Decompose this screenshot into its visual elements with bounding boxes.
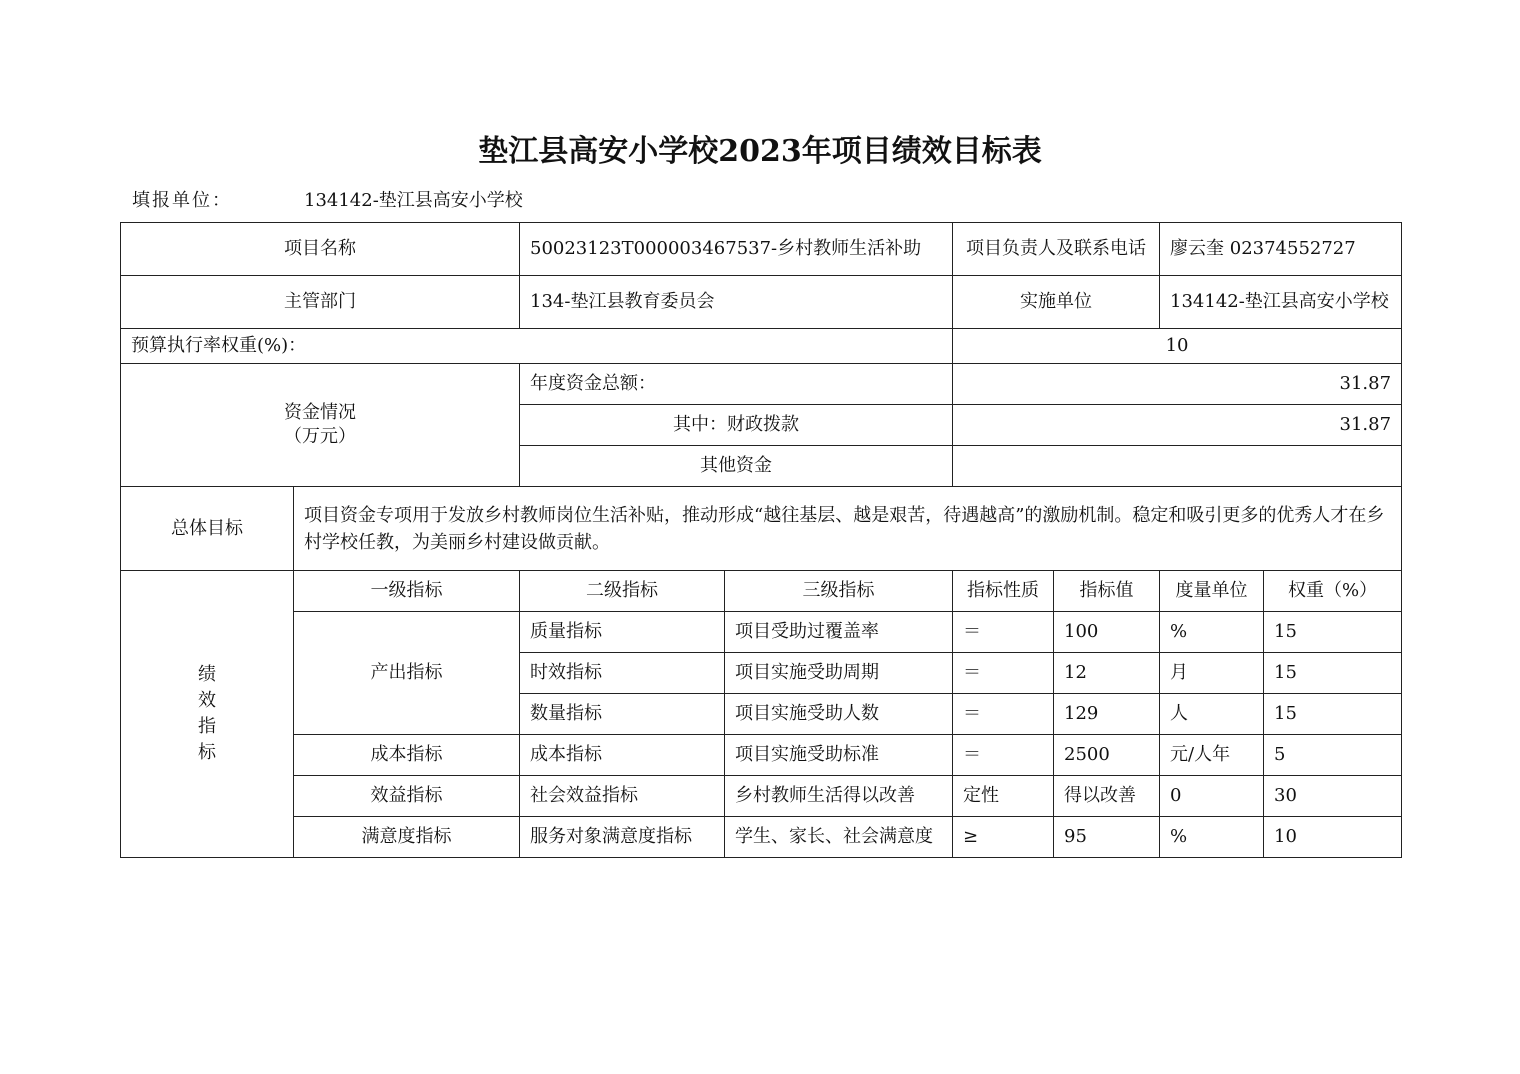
side-char: 效 bbox=[198, 690, 216, 711]
funds-label-line1: 资金情况 bbox=[284, 402, 356, 423]
level2-cell: 成本指标 bbox=[520, 735, 725, 776]
value-cell: 95 bbox=[1054, 817, 1160, 858]
budget-rate-value: 10 bbox=[953, 329, 1402, 364]
level2-cell: 数量指标 bbox=[520, 694, 725, 735]
nature-cell: ＝ bbox=[953, 735, 1054, 776]
weight-cell: 15 bbox=[1264, 612, 1402, 653]
value-cell: 100 bbox=[1054, 612, 1160, 653]
header-level2: 二级指标 bbox=[520, 571, 725, 612]
budget-rate-label: 预算执行率权重(%)： bbox=[121, 329, 953, 364]
value-cell: 得以改善 bbox=[1054, 776, 1160, 817]
value-cell: 12 bbox=[1054, 653, 1160, 694]
dept-value: 134-垫江县教育委员会 bbox=[520, 276, 953, 329]
level3-cell: 项目实施受助标准 bbox=[725, 735, 953, 776]
weight-cell: 10 bbox=[1264, 817, 1402, 858]
nature-cell: 定性 bbox=[953, 776, 1054, 817]
level2-cell: 时效指标 bbox=[520, 653, 725, 694]
weight-cell: 5 bbox=[1264, 735, 1402, 776]
fill-unit-value: 134142-垫江县高安小学校 bbox=[304, 190, 523, 211]
table-row bbox=[121, 776, 1402, 817]
weight-cell: 30 bbox=[1264, 776, 1402, 817]
table-row bbox=[121, 817, 1402, 858]
funds-label-line2: （万元） bbox=[284, 426, 356, 447]
header-level3: 三级指标 bbox=[725, 571, 953, 612]
level3-cell: 项目实施受助人数 bbox=[725, 694, 953, 735]
page-title: 垫江县高安小学校2023年项目绩效目标表 bbox=[478, 134, 1042, 169]
goal-text: 项目资金专项用于发放乡村教师岗位生活补贴，推动形成“越往基层、越是艰苦，待遇越高”的激励机制。稳定和吸引更多的优秀人才在乡村学校任教，为美丽乡村建设做贡献。 bbox=[294, 487, 1402, 571]
header-value: 指标值 bbox=[1054, 571, 1160, 612]
level3-cell: 学生、家长、社会满意度 bbox=[725, 817, 953, 858]
project-name-label: 项目名称 bbox=[121, 223, 520, 276]
project-name-value: 50023123T000003467537-乡村教师生活补助 bbox=[520, 223, 953, 276]
fill-unit-label: 填报单位： bbox=[132, 190, 232, 211]
contact-label: 项目负责人及联系电话 bbox=[953, 223, 1160, 276]
nature-cell: ＝ bbox=[953, 653, 1054, 694]
funds-fiscal-label: 其中：财政拨款 bbox=[520, 405, 953, 446]
performance-table bbox=[120, 222, 1402, 858]
unit-cell: 0 bbox=[1160, 776, 1264, 817]
value-cell: 129 bbox=[1054, 694, 1160, 735]
funds-total-label: 年度资金总额： bbox=[520, 364, 953, 405]
weight-cell: 15 bbox=[1264, 694, 1402, 735]
side-char: 绩 bbox=[198, 664, 216, 685]
impl-unit-label: 实施单位 bbox=[953, 276, 1160, 329]
funds-other-label: 其他资金 bbox=[520, 446, 953, 487]
level2-cell: 服务对象满意度指标 bbox=[520, 817, 725, 858]
level3-cell: 乡村教师生活得以改善 bbox=[725, 776, 953, 817]
side-char: 标 bbox=[198, 742, 216, 763]
header-nature: 指标性质 bbox=[953, 571, 1054, 612]
funds-other-value bbox=[953, 446, 1402, 487]
dept-label: 主管部门 bbox=[121, 276, 520, 329]
unit-cell: % bbox=[1160, 817, 1264, 858]
funds-total-value: 31.87 bbox=[953, 364, 1402, 405]
weight-cell: 15 bbox=[1264, 653, 1402, 694]
header-weight: 权重（%） bbox=[1264, 571, 1402, 612]
funds-fiscal-value: 31.87 bbox=[953, 405, 1402, 446]
header-unit: 度量单位 bbox=[1160, 571, 1264, 612]
unit-cell: 人 bbox=[1160, 694, 1264, 735]
level1-output: 产出指标 bbox=[294, 612, 520, 735]
funds-label bbox=[121, 364, 520, 487]
side-char: 指 bbox=[198, 716, 216, 737]
goal-label: 总体目标 bbox=[121, 487, 294, 571]
level1-satisfaction: 满意度指标 bbox=[294, 817, 520, 858]
level3-cell: 项目实施受助周期 bbox=[725, 653, 953, 694]
table-row bbox=[121, 612, 1402, 653]
unit-cell: % bbox=[1160, 612, 1264, 653]
table-row bbox=[121, 735, 1402, 776]
header-level1: 一级指标 bbox=[294, 571, 520, 612]
nature-cell: ＝ bbox=[953, 612, 1054, 653]
level2-cell: 社会效益指标 bbox=[520, 776, 725, 817]
level1-cost: 成本指标 bbox=[294, 735, 520, 776]
nature-cell: ＝ bbox=[953, 694, 1054, 735]
unit-cell: 月 bbox=[1160, 653, 1264, 694]
level3-cell: 项目受助过覆盖率 bbox=[725, 612, 953, 653]
level1-benefit: 效益指标 bbox=[294, 776, 520, 817]
indicators-side-label bbox=[121, 571, 294, 858]
nature-cell: ≥ bbox=[953, 817, 1054, 858]
impl-unit-value: 134142-垫江县高安小学校 bbox=[1160, 276, 1402, 329]
value-cell: 2500 bbox=[1054, 735, 1160, 776]
level2-cell: 质量指标 bbox=[520, 612, 725, 653]
contact-value: 廖云奎 02374552727 bbox=[1160, 223, 1402, 276]
unit-cell: 元/人年 bbox=[1160, 735, 1264, 776]
